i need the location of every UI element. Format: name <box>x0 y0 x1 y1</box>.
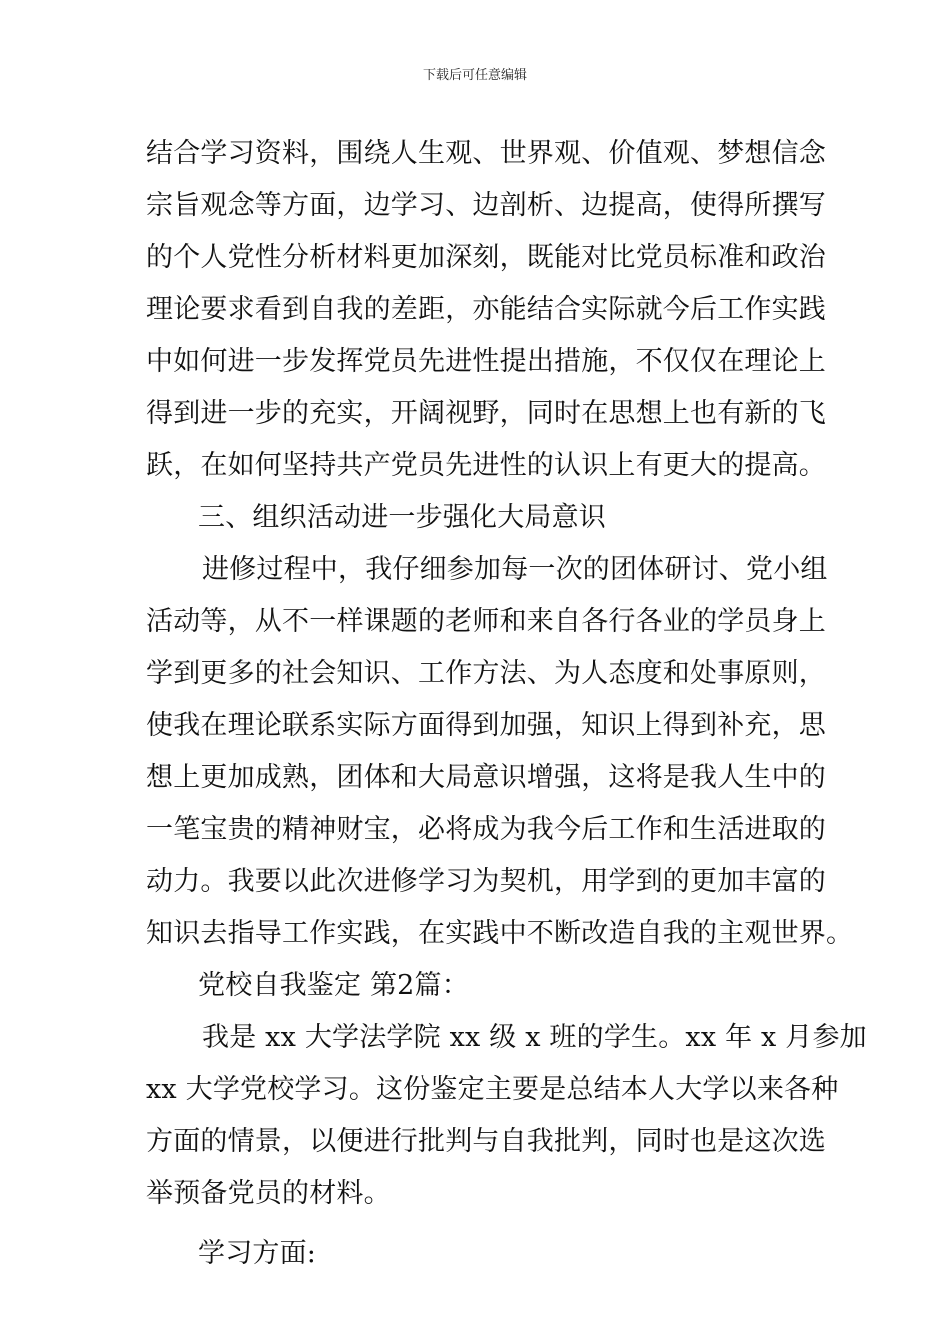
text-line: 举预备党员的材料。 <box>146 1178 391 1209</box>
text-line: 跃，在如何坚持共产党员先进性的认识上有更大的提高。 <box>146 450 826 481</box>
paragraph <box>146 1012 867 1220</box>
text-line: 学到更多的社会知识、工作方法、为人态度和处事原则， <box>146 658 826 689</box>
document-body <box>146 128 867 1280</box>
text-line: 得到进一步的充实，开阔视野，同时在思想上也有新的飞 <box>146 398 826 429</box>
section-heading: 党校自我鉴定 第2篇： <box>198 970 469 1001</box>
paragraph <box>146 128 826 492</box>
text-line: 活动等，从不一样课题的老师和来自各行各业的学员身上 <box>146 606 826 637</box>
text-line: 的个人党性分析材料更加深刻，既能对比党员标准和政治 <box>146 242 826 273</box>
text-line: 中如何进一步发挥党员先进性提出措施，不仅仅在理论上 <box>146 346 826 377</box>
text-line: 一笔宝贵的精神财宝，必将成为我今后工作和生活进取的 <box>146 814 826 845</box>
text-line: 动力。我要以此次进修学习为契机，用学到的更加丰富的 <box>146 866 826 897</box>
section-heading: 学习方面: <box>198 1238 317 1269</box>
text-line: xx 大学党校学习。这份鉴定主要是总结本人大学以来各种 <box>146 1074 839 1105</box>
text-line: 理论要求看到自我的差距，亦能结合实际就今后工作实践 <box>146 294 826 325</box>
text-line: 宗旨观念等方面，边学习、边剖析、边提高，使得所撰写 <box>146 190 826 221</box>
text-line: 我是 xx 大学法学院 xx 级 x 班的学生。xx 年 x 月参加 <box>202 1022 867 1053</box>
text-line: 使我在理论联系实际方面得到加强，知识上得到补充，思 <box>146 710 826 741</box>
text-line: 知识去指导工作实践，在实践中不断改造自我的主观世界。 <box>146 918 854 949</box>
section-heading: 三、组织活动进一步强化大局意识 <box>198 502 606 533</box>
text-line: 方面的情景，以便进行批判与自我批判，同时也是这次选 <box>146 1126 826 1157</box>
paragraph <box>146 544 854 960</box>
text-line: 想上更加成熟，团体和大局意识增强，这将是我人生中的 <box>146 762 826 793</box>
page-header-note: 下载后可任意编辑 <box>422 68 527 83</box>
text-line: 结合学习资料，围绕人生观、世界观、价值观、梦想信念 <box>146 138 826 169</box>
text-line: 进修过程中，我仔细参加每一次的团体研讨、党小组 <box>202 554 828 585</box>
